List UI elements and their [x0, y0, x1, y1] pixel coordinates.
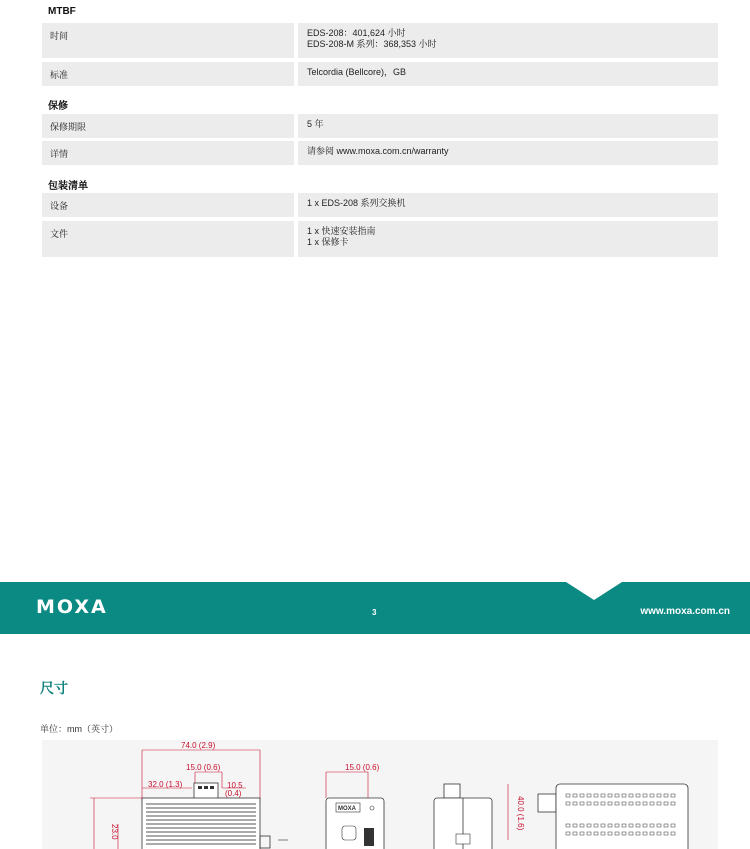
mtbf-heading: MTBF	[48, 6, 76, 17]
port-slot	[608, 794, 612, 797]
port-slot	[664, 832, 668, 835]
port-slot	[615, 794, 619, 797]
side-width-label: 15.0 (0.6)	[345, 763, 380, 772]
port-slot	[566, 802, 570, 805]
port-slot	[664, 802, 668, 805]
spec-row-warranty-details	[42, 141, 718, 165]
width-total-label: 74.0 (2.9)	[181, 741, 216, 750]
width-left-dimension	[142, 780, 192, 789]
spec-label: 设备	[42, 193, 294, 217]
device-front-view	[326, 763, 384, 849]
port-slot	[650, 802, 654, 805]
port-slot	[664, 824, 668, 827]
port-slot	[643, 802, 647, 805]
port-slot	[650, 832, 654, 835]
port-slot	[643, 794, 647, 797]
port-slot	[580, 794, 584, 797]
port-slot	[622, 824, 626, 827]
spec-label: 文件	[42, 221, 294, 257]
spec-value-line: EDS-208：401,624 小时	[307, 28, 406, 38]
dimensions-title: 尺寸	[40, 680, 68, 696]
port-slot	[622, 832, 626, 835]
spec-value-line: 1 x EDS-208 系列交换机	[307, 198, 406, 208]
port-slot	[580, 802, 584, 805]
height-left-dimension	[90, 798, 142, 849]
spec-row-package-device	[42, 193, 718, 217]
spec-label: 详情	[42, 141, 294, 165]
warranty-link[interactable]: 请参阅 www.moxa.com.cn/warranty	[307, 146, 449, 156]
port-slot	[671, 832, 675, 835]
spec-value	[298, 221, 718, 257]
spec-row-warranty-period	[42, 114, 718, 138]
height-right-label: 40.0 (1.6)	[516, 796, 525, 831]
device-side-view	[434, 784, 492, 849]
port-slot	[587, 824, 591, 827]
port-slot	[580, 824, 584, 827]
port-slot	[594, 832, 598, 835]
port-slot	[650, 824, 654, 827]
port-slot	[622, 802, 626, 805]
port-slot	[629, 802, 633, 805]
port-slot	[622, 794, 626, 797]
port-slot	[615, 802, 619, 805]
port-slot	[664, 794, 668, 797]
spec-value	[298, 23, 718, 58]
width-small-label-a: 10.5	[227, 781, 243, 790]
port-slot	[636, 832, 640, 835]
port-slot	[566, 832, 570, 835]
port-slot	[643, 824, 647, 827]
port-slot	[573, 802, 577, 805]
dimension-drawing	[42, 740, 718, 849]
port-slot	[650, 794, 654, 797]
port-slot	[587, 794, 591, 797]
spec-label: 时间	[42, 23, 294, 58]
port-slot	[657, 824, 661, 827]
spec-value-line: EDS-208-M 系列：368,353 小时	[307, 39, 437, 49]
page-number: 3	[372, 608, 377, 617]
port-slot	[580, 832, 584, 835]
port-slot	[615, 832, 619, 835]
port-slot	[594, 802, 598, 805]
port-slot	[636, 794, 640, 797]
package-heading: 包装清单	[48, 181, 88, 192]
spec-value-line: Telcordia (Bellcore)，GB	[307, 67, 407, 77]
port-slot	[671, 802, 675, 805]
port-slot	[601, 794, 605, 797]
port-slot	[608, 832, 612, 835]
spec-value	[298, 193, 718, 217]
width-small-label-b: (0.4)	[225, 789, 242, 798]
port-slot	[657, 794, 661, 797]
port-slot	[629, 794, 633, 797]
front-logo: MOXA	[338, 806, 356, 812]
port-slot	[573, 832, 577, 835]
port-slot	[643, 832, 647, 835]
port-slot	[594, 824, 598, 827]
spec-value-line: 1 x 保修卡	[307, 237, 349, 247]
port-slot	[615, 824, 619, 827]
port-slot	[573, 794, 577, 797]
port-slot	[657, 832, 661, 835]
port-slot	[629, 832, 633, 835]
spec-value-line: 1 x 快速安装指南	[307, 226, 376, 236]
port-slot	[601, 832, 605, 835]
port-slot	[671, 824, 675, 827]
website-link[interactable]: www.moxa.com.cn	[640, 606, 730, 617]
port-slot	[573, 824, 577, 827]
warranty-heading: 保修	[48, 101, 68, 112]
width-left-label: 32.0 (1.3)	[148, 780, 183, 789]
spec-row-package-docs	[42, 221, 718, 257]
height-left-label: 23.0	[110, 824, 119, 840]
device-top-view	[142, 783, 288, 849]
port-slot	[566, 824, 570, 827]
port-slot	[601, 824, 605, 827]
spec-value	[298, 141, 718, 165]
spec-row-mtbf-time	[42, 23, 718, 58]
port-slot	[636, 824, 640, 827]
port-slot	[657, 802, 661, 805]
port-slot	[636, 802, 640, 805]
port-slot	[671, 794, 675, 797]
unit-label: 单位：mm（英寸）	[40, 724, 118, 734]
spec-value-line: 5 年	[307, 119, 324, 129]
port-slot	[608, 824, 612, 827]
port-slot	[587, 832, 591, 835]
port-slot	[587, 802, 591, 805]
spec-value	[298, 114, 718, 138]
spec-label: 保修期限	[42, 114, 294, 138]
port-slot	[608, 802, 612, 805]
device-port-view	[508, 784, 688, 849]
port-slot	[601, 802, 605, 805]
port-slot	[566, 794, 570, 797]
moxa-logo: MOXA	[36, 596, 108, 618]
port-slot	[594, 794, 598, 797]
spec-value	[298, 62, 718, 86]
spec-row-mtbf-standard	[42, 62, 718, 86]
width-top-label: 15.0 (0.6)	[186, 763, 221, 772]
spec-label: 标准	[42, 62, 294, 86]
width-small-dimension	[222, 781, 246, 798]
port-slot	[629, 824, 633, 827]
